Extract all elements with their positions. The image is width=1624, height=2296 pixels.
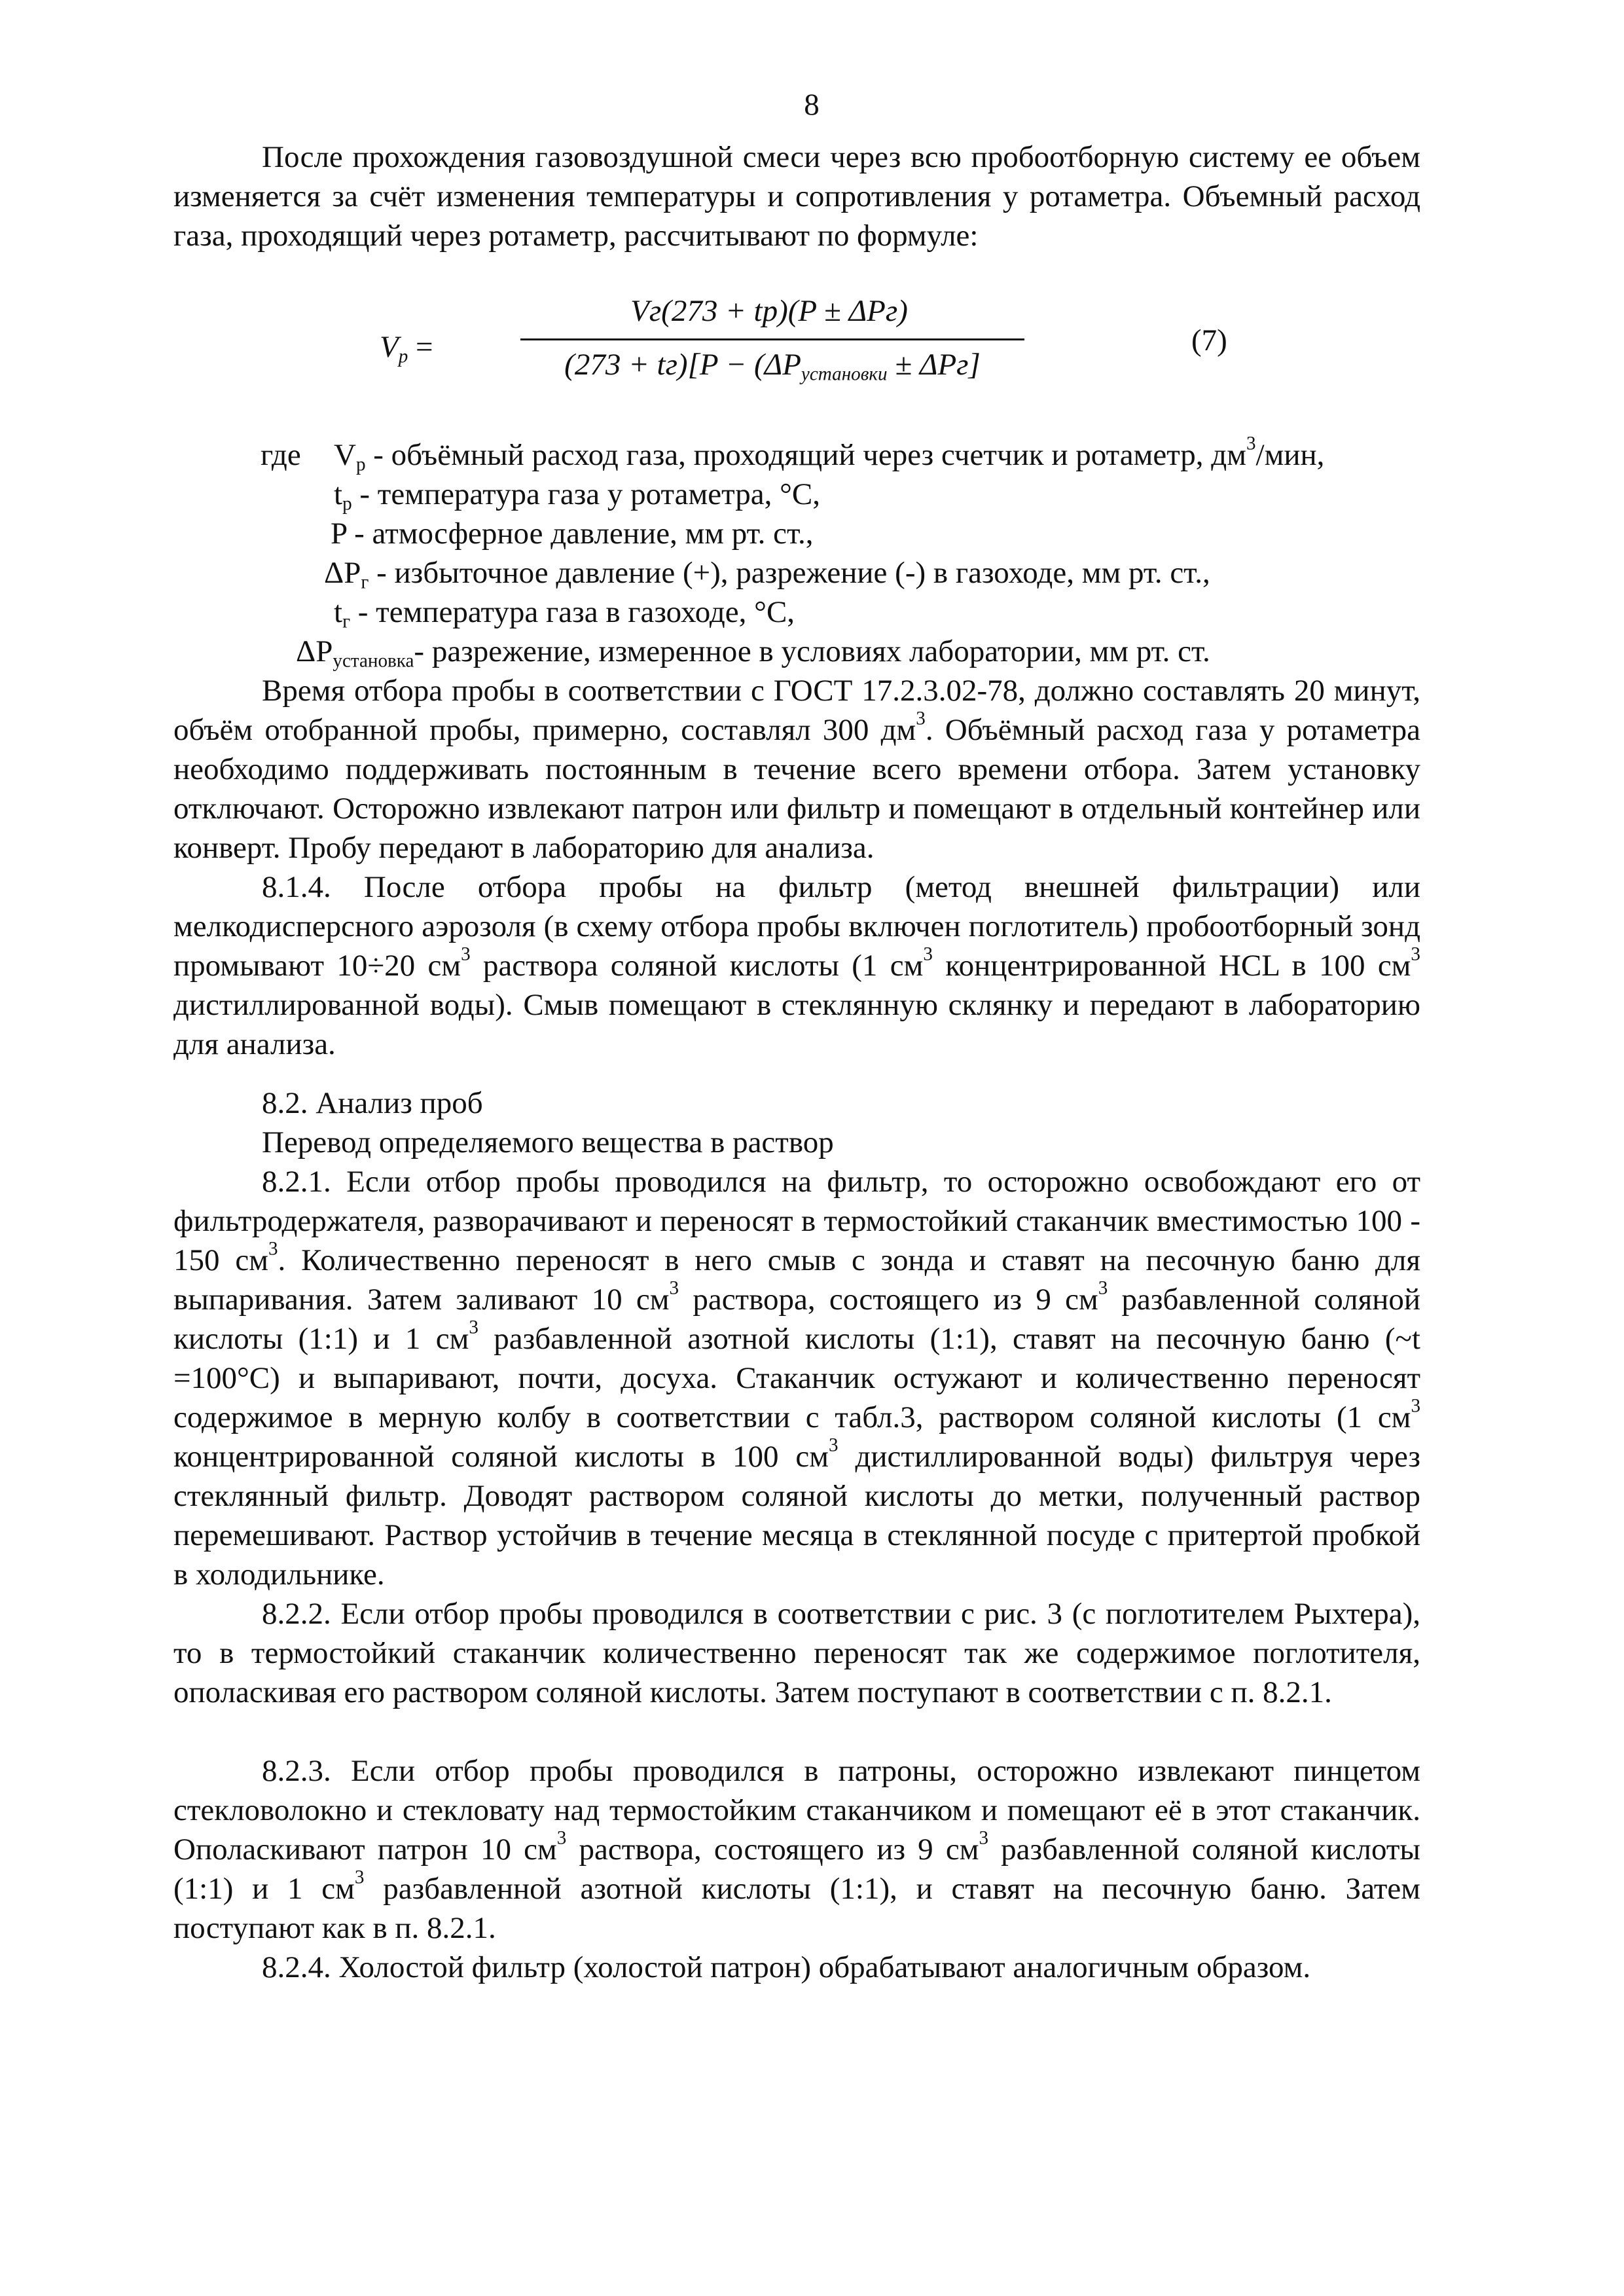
formula-denominator: $(273 + tг)[P - (\Delta P_{установки} \pm \Delta Pг]$ — [564, 348, 981, 385]
equation-number: (7) — [1191, 323, 1227, 357]
fraction-bar — [520, 338, 1024, 340]
paragraph-8-2-3: 8.2.3. Если отбор пробы проводился в патроны, осторожно извлекают пинцетом стекловолокно и стекловату над термостойким стаканчиком и помещают её в этот стаканчик. Ополаскивают патрон 10 $см^3$ раствора, состоящего из 9 $см^3$ разбавленной соляной кислоты (1:1) и 1 $см^3$ разбавленной азотной кислоты (1:1), и ставят на песочную баню. Затем поступают как в п. 8.2.1. — [173, 1754, 1420, 1945]
where-item: $V_р$ - объёмный расход газа, проходящий через счетчик и ротаметр, $дм^3$/мин, — [334, 433, 1325, 475]
paragraph-8-2-1: 8.2.1. Если отбор пробы проводился на фильтр, то осторожно освобождают его от фильтродержателя, разворачивают и переносят в термостойкий стаканчик вместимостью 100 - 150 $см^3$. Количественно переносят в него смыв с зонда и ставят на песочную баню для выпаривания. Затем заливают 10 $см^3$ раствора, состоящего из 9 $см^3$ разбавленной соляной кислоты (1:1) и 1 $см^3$ разбавленной азотной кислоты (1:1), ставят на песочную баню (~t =100°С) и выпаривают, почти, досуха. Стаканчик остужают и количественно переносят содержимое в мерную колбу в соответствии с табл.3, раствором соляной кислоты (1 $см^3$ концентрированной соляной кислоты в 100 $см^3$ дистиллированной воды) фильтруя через стеклянный фильтр. Доводят раствором соляной кислоты до метки, полученный раствор перемешивают. Раствор устойчив в течение месяца в стеклянной посуде с притертой пробкой в холодильнике. — [173, 1165, 1421, 1592]
paragraph-8-2-4: 8.2.4. Холостой фильтр (холостой патрон) обрабатывают аналогичным образом. — [262, 1950, 1311, 1984]
paragraph-8-2-2: 8.2.2. Если отбор пробы проводился в соответствии с рис. 3 (с поглотителем Рыхтера), то в термостойкий стаканчик количественно переносят так же содержимое поглотителя, ополаскивая его раствором соляной кислоты. Затем поступают в соответствии с п. 8.2.1. — [173, 1597, 1420, 1709]
where-item: $\Delta P_г$ - избыточное давление (+), разрежение (-) в газоходе, мм рт. ст., — [324, 556, 1210, 593]
formula-lhs: $V_p$ = — [380, 330, 433, 367]
paragraph-intro: После прохождения газовоздушной смеси через всю пробоотборную систему ее объем изменяется за счёт изменения температуры и сопротивления у ротаметра. Объемный расход газа, проходящий через ротаметр, рассчитывают по формуле: — [173, 140, 1420, 253]
formula-numerator: Vг(273 + tр)(P ± ΔPг) — [630, 294, 908, 328]
paragraph-sampling-time: Время отбора пробы в соответствии с ГОСТ 17.2.3.02-78, должно составлять 20 минут, объём отобранной пробы, примерно, составлял 300 $дм^3$. Объёмный расход газа у ротаметра необходимо поддерживать постоянным в течение всего времени отбора. Затем установку отключают. Осторожно извлекают патрон или фильтр и помещают в отдельный контейнер или конверт. Пробу передают в лабораторию для анализа. — [173, 674, 1420, 865]
where-item: $t_г$ - температура газа в газоходе, °С, — [334, 595, 795, 632]
where-item: P - атмосферное давление, мм рт. ст., — [331, 517, 814, 551]
subsection-heading: Перевод определяемого вещества в раствор — [262, 1125, 834, 1159]
section-heading: 8.2. Анализ проб — [262, 1086, 483, 1120]
where-item: $t_р$ - температура газа у ротаметра, °С, — [334, 477, 820, 515]
where-item: $\Delta P_{установка}-$ разрежение, измеренное в условиях лаборатории, мм рт. ст. — [296, 634, 1210, 672]
formula-7 — [380, 291, 1034, 396]
where-label: где — [261, 438, 301, 472]
paragraph-8-1-4: 8.1.4. После отбора пробы на фильтр (метод внешней фильтрации) или мелкодисперсного аэрозоля (в схему отбора пробы включен поглотитель) пробоотборный зонд промывают 10÷20 $см^3$ раствора соляной кислоты (1 $см^3$ концентрированной HCL в 100 $см^3$ дистиллированной воды). Смыв помещают в стеклянную склянку и передают в лабораторию для анализа. — [173, 870, 1420, 1061]
page-number: 8 — [804, 88, 820, 122]
